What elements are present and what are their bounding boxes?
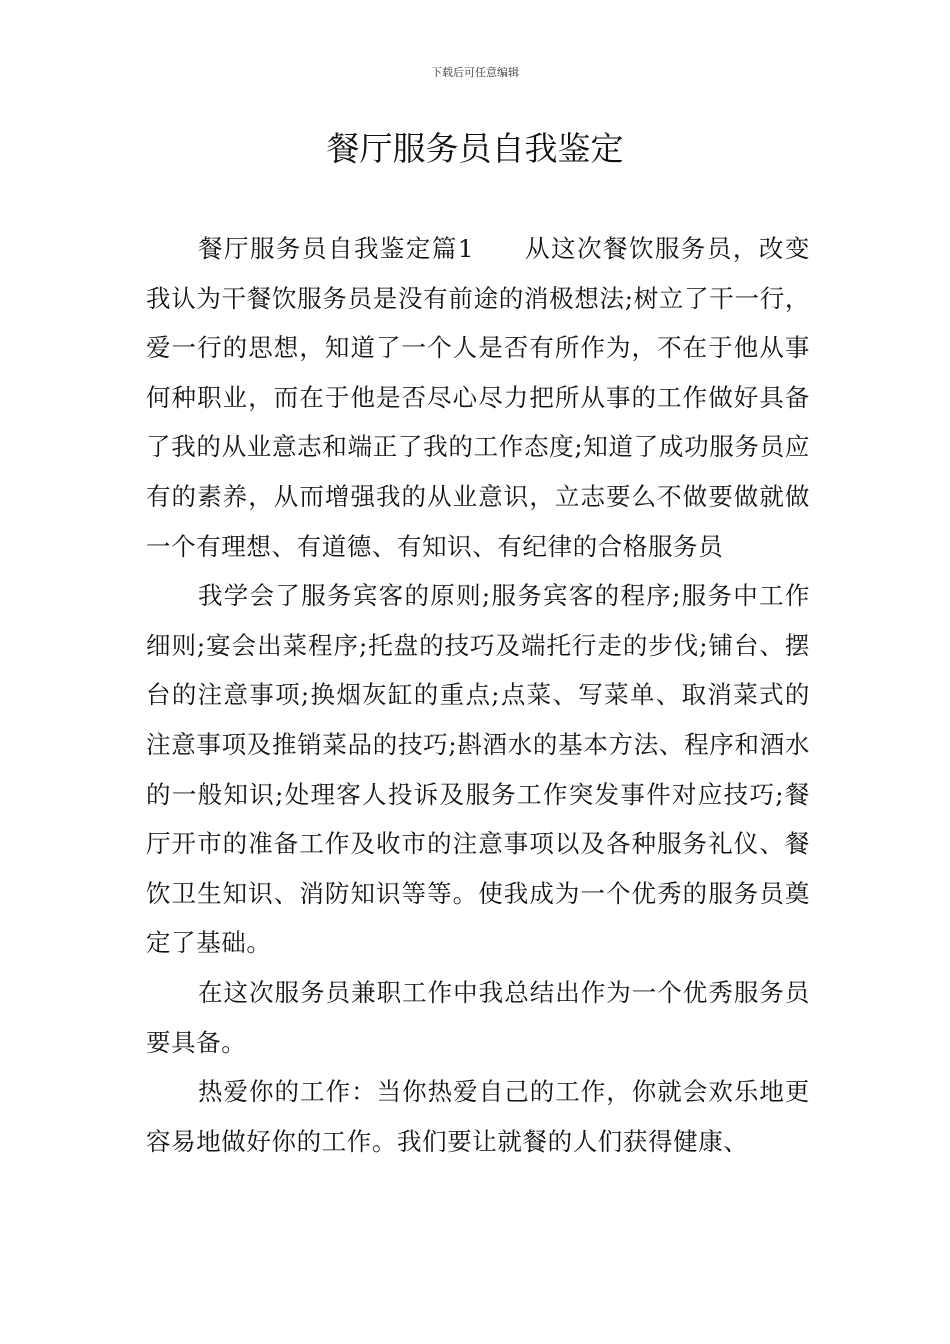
document-body <box>146 224 810 1166</box>
header-note: 下载后可任意编辑 <box>431 66 519 79</box>
paragraph-3: 在这次服务员兼职工作中我总结出作为一个优秀服务员要具备。 <box>146 977 810 1057</box>
document-title: 餐厅服务员自我鉴定 <box>326 129 624 168</box>
paragraph-2: 我学会了服务宾客的原则;服务宾客的程序;服务中工作细则;宴会出菜程序;托盘的技巧及端托行走的步伐;铺台、摆台的注意事项;换烟灰缸的重点;点菜、写菜单、取消菜式的注意事项及推销菜品的技巧;斟酒水的基本方法、程序和酒水的一般知识;处理客人投诉及服务工作突发事件对应技巧;餐厅开市的准备工作及收市的注意事项以及各种服务礼仪、餐饮卫生知识、消防知识等等。使我成为一个优秀的服务员奠定了基础。 <box>146 581 810 958</box>
paragraph-1-text: 从这次餐饮服务员，改变我认为干餐饮服务员是没有前途的消极想法;树立了干一行，爱一行的思想，知道了一个人是否有所作为，不在于他从事何种职业，而在于他是否尽心尽力把所从事的工作做好具备了我的从业意志和端正了我的工作态度;知道了成功服务员应有的素养，从而增强我的从业意识，立志要么不做要做就做一个有理想、有道德、有知识、有纪律的合格服务员 <box>146 234 810 561</box>
paragraph-1 <box>146 224 810 571</box>
paragraph-1-lead: 餐厅服务员自我鉴定篇1 <box>198 234 475 263</box>
paragraph-4: 热爱你的工作：当你热爱自己的工作，你就会欢乐地更容易地做好你的工作。我们要让就餐的人们获得健康、 <box>146 1077 810 1156</box>
